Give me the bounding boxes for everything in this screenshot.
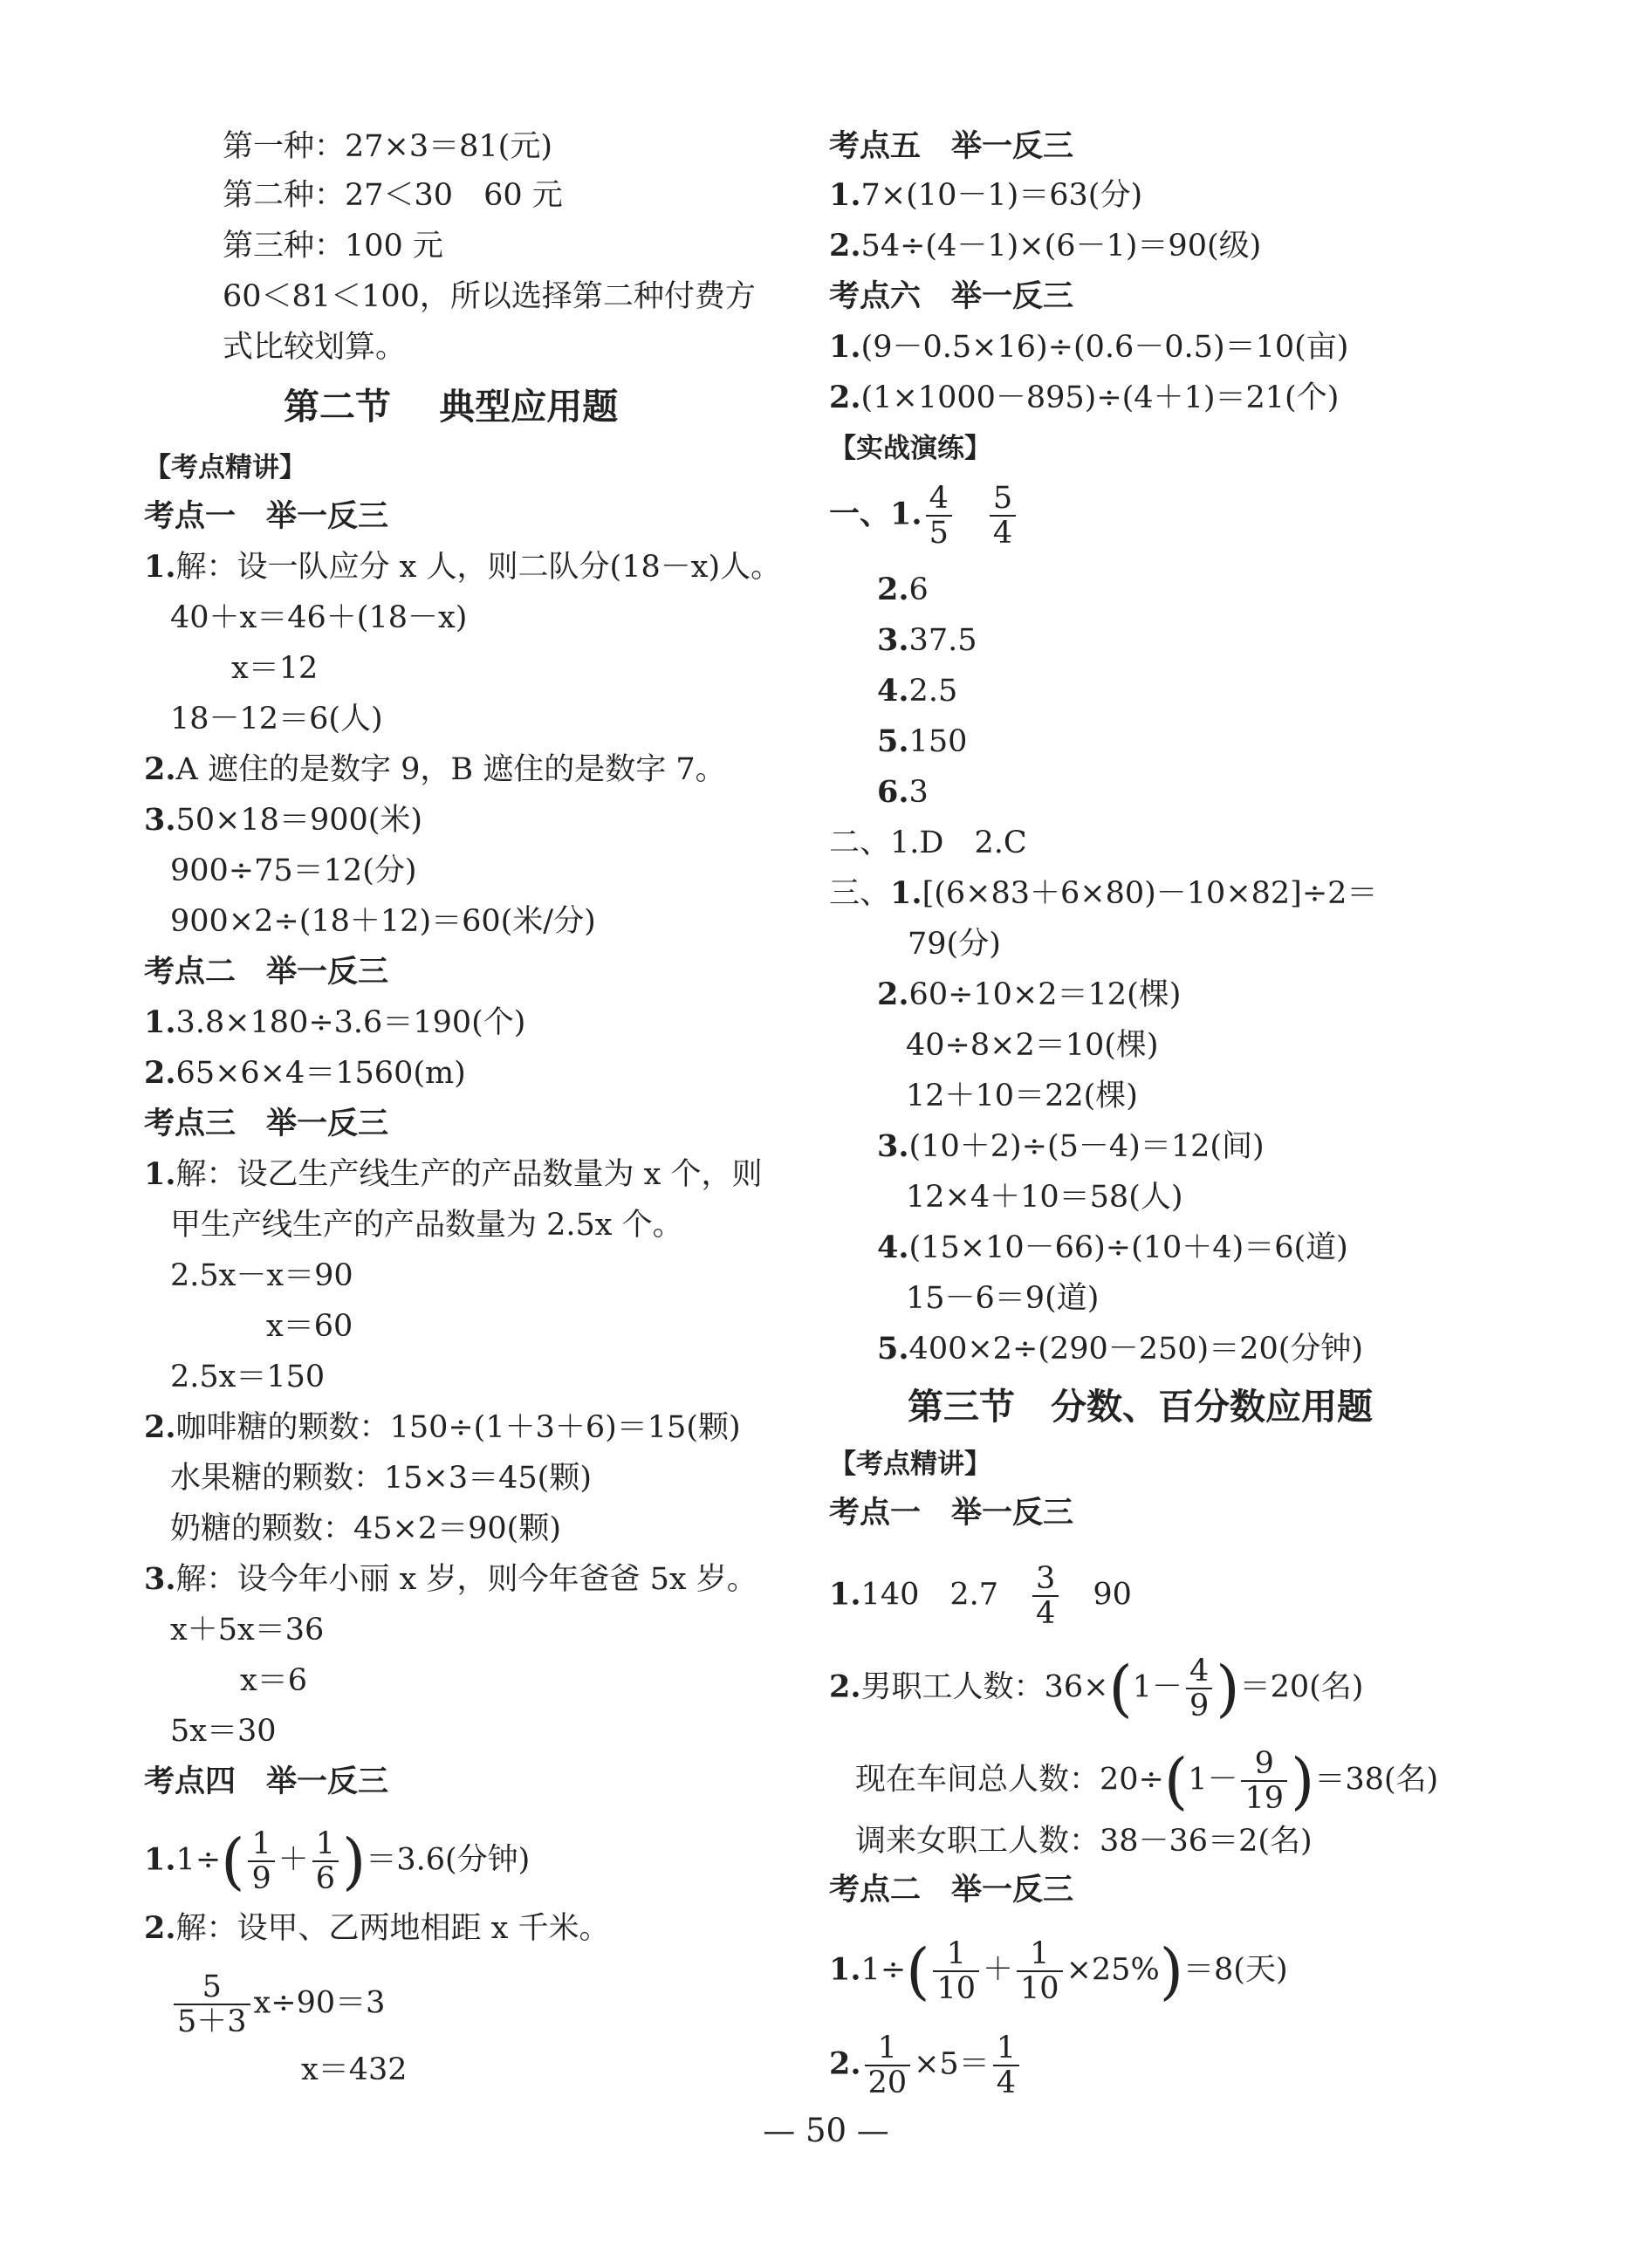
answer-item: 2.54÷(4－1)×(6－1)＝90(级) bbox=[829, 228, 1262, 264]
answer-item: 2.解：设甲、乙两地相距 x 千米。 bbox=[144, 1910, 610, 1946]
answer-line: 现在车间总人数：20÷(1－ $\frac{9}{19}$ )＝38(名) bbox=[855, 1745, 1439, 1817]
fraction: $\frac{1}{10}$ bbox=[1017, 1937, 1063, 2005]
topic-heading: 考点二 举一反三 bbox=[829, 1873, 1074, 1908]
text-line: 第二种：27＜30 60 元 bbox=[223, 178, 563, 213]
answer-line: 2.5x＝150 bbox=[170, 1360, 326, 1394]
answer-line: x＋5x＝36 bbox=[170, 1613, 325, 1648]
section-title: 第三节 分数、百分数应用题 bbox=[908, 1386, 1373, 1428]
bracket-heading: 【考点精讲】 bbox=[829, 1449, 991, 1480]
answer-item: 2.咖啡糖的颗数：150÷(1＋3＋6)＝15(颗) bbox=[144, 1409, 741, 1445]
answer-line: x＝432 bbox=[301, 2052, 408, 2087]
answer-line: 调来女职工人数：38－36＝2(名) bbox=[855, 1824, 1313, 1859]
answer-item: 三、1.[(6×83＋6×80)－10×82]÷2＝ bbox=[829, 875, 1378, 911]
answer-item: 1.7×(10－1)＝63(分) bbox=[829, 177, 1143, 213]
answer-line: 18－12＝6(人) bbox=[170, 702, 383, 736]
topic-heading: 考点二 举一反三 bbox=[144, 955, 389, 990]
answer-item: 1.1÷( $\frac{1}{10}$ ＋ $\frac{1}{10}$ ×25%)＝8(天) bbox=[829, 1935, 1288, 2007]
answer-item: 1.3.8×180÷3.6＝190(个) bbox=[144, 1004, 526, 1040]
fraction: $\frac{4}{9}$ bbox=[1186, 1654, 1212, 1723]
answer-line: 40＋x＝46＋(18－x) bbox=[170, 600, 468, 635]
answer-item: 2.男职工人数：36×(1－ $\frac{4}{9}$ )＝20(名) bbox=[829, 1653, 1364, 1724]
fraction: $\frac{1}{20}$ bbox=[865, 2031, 911, 2100]
answer-line: x＝60 bbox=[266, 1309, 353, 1344]
topic-heading: 考点三 举一反三 bbox=[144, 1106, 389, 1141]
topic-heading: 考点一 举一反三 bbox=[829, 1496, 1074, 1531]
answer-line: x＝12 bbox=[231, 651, 319, 686]
topic-heading: 考点六 举一反三 bbox=[829, 279, 1074, 314]
page-number: — 50 — bbox=[763, 2112, 889, 2149]
answer-item: 二、1.D 2.C bbox=[829, 825, 1027, 860]
fraction: $\frac{1}{10}$ bbox=[933, 1937, 979, 2005]
answer-line: 40÷8×2＝10(棵) bbox=[906, 1028, 1159, 1063]
text-line: 第三种：100 元 bbox=[223, 229, 443, 264]
answer-item: 3.50×18＝900(米) bbox=[144, 802, 423, 838]
answer-item: 1.1÷( $\frac{1}{9}$ ＋ $\frac{1}{6}$ )＝3.6(分钟) bbox=[144, 1826, 531, 1897]
answer-line: 15－6＝9(道) bbox=[906, 1281, 1100, 1316]
fraction: $\frac{5}{5+3}$ bbox=[174, 1970, 250, 2038]
answer-item: 3.解：设今年小丽 x 岁，则今年爸爸 5x 岁。 bbox=[144, 1561, 757, 1597]
answer-line: 900×2÷(18＋12)＝60(米/分) bbox=[170, 904, 596, 939]
fraction: $\frac{3}{4}$ bbox=[1032, 1562, 1059, 1630]
answer-line: 900÷75＝12(分) bbox=[170, 853, 417, 888]
fraction: $\frac{1}{6}$ bbox=[312, 1827, 339, 1895]
fraction: $\frac{1}{4}$ bbox=[993, 2031, 1019, 2100]
answer-item: 6.3 bbox=[877, 774, 929, 810]
bracket-heading: 【实战演练】 bbox=[829, 433, 991, 464]
answer-item: 3.(10＋2)÷(5－4)＝12(间) bbox=[877, 1128, 1265, 1164]
answer-item: 2.(1×1000－895)÷(4＋1)＝21(个) bbox=[829, 380, 1340, 415]
answer-item: 4.2.5 bbox=[877, 673, 958, 709]
answer-item: 2.65×6×4＝1560(m) bbox=[144, 1055, 466, 1091]
answer-item: 1.解：设乙生产线生产的产品数量为 x 个，则 bbox=[144, 1156, 763, 1192]
answer-line: 奶糖的颗数：45×2＝90(颗) bbox=[170, 1511, 561, 1546]
answer-line: 12＋10＝22(棵) bbox=[906, 1079, 1138, 1113]
topic-heading: 考点四 举一反三 bbox=[144, 1764, 389, 1799]
answer-item: 1.(9－0.5×16)÷(0.6－0.5)＝10(亩) bbox=[829, 329, 1349, 365]
answer-item: 5.400×2÷(290－250)＝20(分钟) bbox=[877, 1331, 1364, 1367]
answer-line: x＝6 bbox=[240, 1663, 308, 1698]
fraction: $\frac{9}{19}$ bbox=[1241, 1747, 1287, 1815]
topic-heading: 考点一 举一反三 bbox=[144, 499, 389, 534]
fraction: $\frac{4}{5}$ bbox=[926, 482, 952, 550]
answer-item: 1.140 2.7 $\frac{3}{4}$ 90 bbox=[829, 1561, 1132, 1631]
topic-heading: 考点五 举一反三 bbox=[829, 129, 1074, 164]
answer-item: 2.60÷10×2＝12(棵) bbox=[877, 976, 1182, 1012]
answer-line: 甲生产线生产的产品数量为 2.5x 个。 bbox=[170, 1208, 683, 1243]
answer-item: 2. $\frac{1}{20}$ ×5＝ $\frac{1}{4}$ bbox=[829, 2031, 1023, 2100]
bracket-heading: 【考点精讲】 bbox=[144, 452, 306, 483]
answer-item: 3.37.5 bbox=[877, 622, 977, 658]
text-line: 式比较划算。 bbox=[223, 330, 407, 365]
answer-line: 5x＝30 bbox=[170, 1714, 277, 1749]
answer-line: 2.5x－x＝90 bbox=[170, 1258, 353, 1293]
answer-item: 1.解：设一队应分 x 人，则二队分(18－x)人。 bbox=[144, 549, 782, 585]
answer-line: 79(分) bbox=[908, 927, 1001, 962]
answer-line: 水果糖的颗数：15×3＝45(颗) bbox=[170, 1461, 592, 1496]
fraction: $\frac{1}{9}$ bbox=[248, 1827, 274, 1895]
answer-item: 2.6 bbox=[877, 572, 929, 607]
answer-item: 4.(15×10－66)÷(10＋4)＝6(道) bbox=[877, 1230, 1348, 1265]
answer-line: $\frac{5}{5+3}$ x÷90＝3 bbox=[170, 1970, 385, 2038]
answer-item: 2.A 遮住的是数字 9，B 遮住的是数字 7。 bbox=[144, 751, 726, 787]
answer-item: 一、1. $\frac{4}{5}$ $\frac{5}{4}$ bbox=[829, 482, 1019, 550]
text-line: 第一种：27×3＝81(元) bbox=[223, 129, 552, 164]
section-title: 第二节 典型应用题 bbox=[284, 386, 619, 428]
answer-item: 5.150 bbox=[877, 723, 968, 759]
fraction: $\frac{5}{4}$ bbox=[990, 482, 1016, 550]
answer-line: 12×4＋10＝58(人) bbox=[906, 1180, 1183, 1215]
text-line: 60＜81＜100，所以选择第二种付费方 bbox=[223, 279, 756, 314]
